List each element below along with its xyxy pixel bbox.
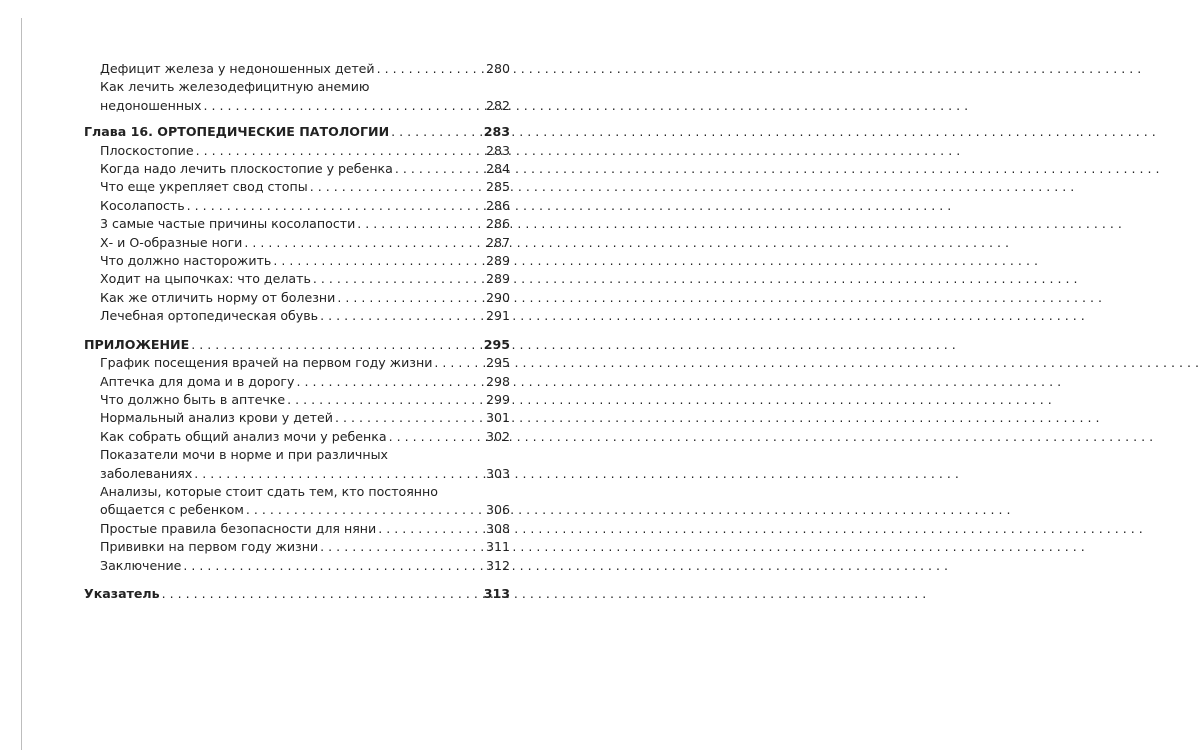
toc-entry-page: 311 [485,539,510,555]
toc-entry-title-line1: Как лечить железодефицитную анемию [100,79,370,95]
toc-entry-page: 282 [485,97,510,113]
toc-entry-title: заболеваниях [100,465,193,481]
dot-leader [335,289,486,307]
toc-entry-page: 291 [485,308,510,324]
toc-entry-title: недоношенных [100,97,202,113]
dot-leader [194,142,486,160]
toc-chapter-heading [84,123,510,141]
toc-entry-page: 299 [485,391,510,407]
toc-entry [84,215,510,233]
appendix-page: 295 [483,336,510,352]
toc-entry-page: 298 [485,373,510,389]
toc-entry-page: 312 [485,557,510,573]
toc-entry-title: Плоскостопие [100,142,194,158]
dot-leader [387,428,486,446]
toc-entry-title: Лечебная ортопедическая обувь [100,308,319,324]
toc-entry-page: 285 [485,179,510,195]
toc-entry-page: 295 [485,355,510,371]
dot-leader [376,520,486,538]
toc-entry [84,501,510,519]
dot-leader [185,197,486,215]
toc-entry [84,428,510,446]
dot-leader [192,465,486,483]
dot-leader [389,123,484,141]
dot-leader [308,178,486,196]
dot-leader [318,538,486,556]
appendix-title: ПРИЛОЖЕНИЕ [84,336,190,352]
dot-leader [318,307,486,325]
toc-entry [84,160,510,178]
toc-entry-title: Аптечка для дома и в дорогу [100,373,295,389]
toc-entry-title: График посещения врачей на первом году жизни [100,355,433,371]
toc-entry-title: Прививки на первом году жизни [100,539,319,555]
toc-entry-page: 289 [485,253,510,269]
toc-entry-page: 283 [485,142,510,158]
toc-entry-title: Что должно насторожить [100,253,272,269]
toc-entry-title: Что еще укрепляет свод стопы [100,179,308,195]
toc-entry-title: Что должно быть в аптечке [100,391,286,407]
toc-entry [84,289,510,307]
dot-leader [244,501,486,519]
dot-leader [242,234,486,252]
toc-entry [84,409,510,427]
toc-entry [84,97,510,115]
toc-entry [84,197,510,215]
toc-entry [84,307,510,325]
dot-leader [181,557,486,575]
toc-entry [84,60,510,78]
index-page: 313 [483,585,510,601]
toc-entry [84,142,510,160]
dot-leader [160,585,484,603]
toc-index-entry [84,585,510,603]
dot-leader [311,270,486,288]
dot-leader [375,60,486,78]
toc-entry-page: 284 [485,161,510,177]
toc-entry-title: Как собрать общий анализ мочи у ребенка [100,428,387,444]
toc-entry-title: 3 самые частые причины косолапости [100,216,356,232]
toc-entry [84,391,510,409]
chapter-page: 283 [483,124,510,140]
dot-leader [333,409,486,427]
toc-entry [84,465,510,483]
toc-entry-page: 287 [485,234,510,250]
toc-entry-title: Ходит на цыпочках: что делать [100,271,311,287]
toc-entry-page: 301 [485,410,510,426]
page-edge-line [21,18,22,750]
dot-leader [201,97,485,115]
toc-entry-title-line1: Показатели мочи в норме и при различных [100,447,388,463]
toc-entry [84,557,510,575]
toc-entry-page: 306 [485,502,510,518]
dot-leader [355,215,486,233]
toc-entry-title: Х- и О-образные ноги [100,234,243,250]
toc-entry-page: 289 [485,271,510,287]
toc-entry-title: Как же отличить норму от болезни [100,289,336,305]
toc-entry-page: 303 [485,465,510,481]
toc-entry-title: Заключение [100,557,182,573]
toc-entry-page: 286 [485,197,510,213]
toc-entry [84,354,510,372]
dot-leader [271,252,486,270]
toc-entry [84,520,510,538]
dot-leader [285,391,486,409]
dot-leader [294,373,485,391]
toc-appendix-heading [84,336,510,354]
toc-entry [84,234,510,252]
toc-entry-title: Когда надо лечить плоскостопие у ребенка [100,161,393,177]
dot-leader [393,160,486,178]
table-of-contents [84,60,510,603]
toc-entry-title: Косолапость [100,197,185,213]
toc-entry [84,178,510,196]
toc-entry-title: Простые правила безопасности для няни [100,520,377,536]
dot-leader [432,354,486,372]
index-title: Указатель [84,585,160,601]
chapter-title: Глава 16. ОРТОПЕДИЧЕСКИЕ ПАТОЛОГИИ [84,124,390,140]
toc-entry-page: 308 [485,520,510,536]
toc-entry [84,538,510,556]
toc-entry-page: 302 [485,428,510,444]
dot-leader [189,336,484,354]
toc-entry-title: общается с ребенком [100,502,244,518]
toc-entry [84,270,510,288]
toc-entry-title-line1: Анализы, которые стоит сдать тем, кто постоянно [100,483,438,499]
toc-entry-page: 280 [485,61,510,76]
toc-entry-title: Нормальный анализ крови у детей [100,410,333,426]
toc-entry-page: 286 [485,216,510,232]
toc-entry-title: Дефицит железа у недоношенных детей [100,61,375,76]
toc-entry [84,373,510,391]
toc-entry [84,252,510,270]
toc-entry-page: 290 [485,289,510,305]
